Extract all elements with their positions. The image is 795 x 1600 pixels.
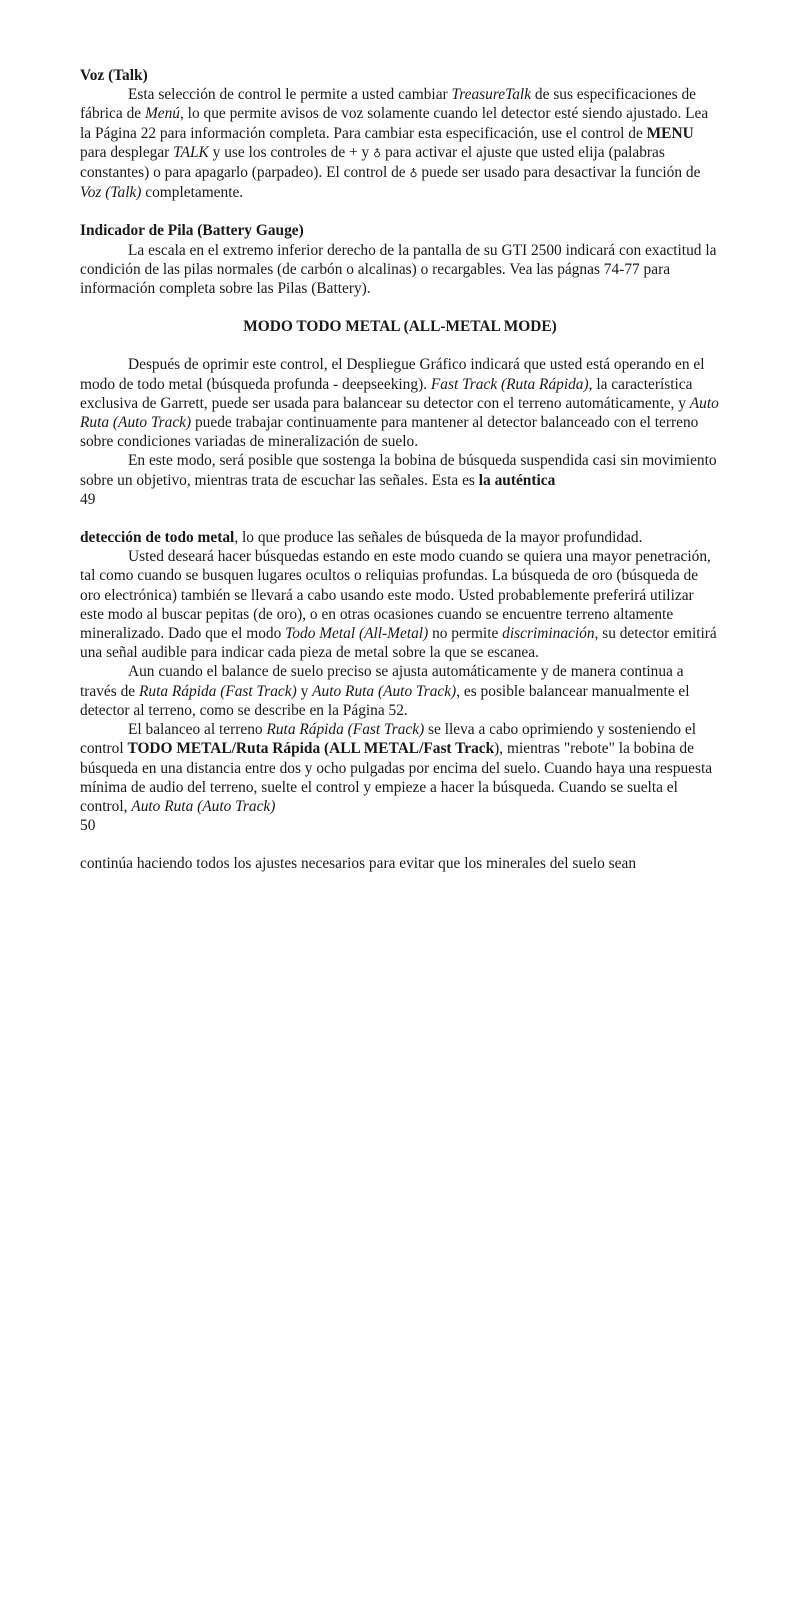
italic-text-run: Ruta Rápida (Fast Track) [138,682,297,700]
section-heading-voz: Voz (Talk) [80,67,148,84]
text-run: se lleva a cabo oprimiendo y sosteniendo el control [80,721,697,758]
paragraph-modo-6 [80,720,720,816]
paragraph-pila [80,241,720,299]
bold-text-run: MENU [646,124,694,142]
text-run: , lo que permite avisos de voz solamente cuando lel detector esté siendo ajustado. Lea la Página 22 para información completa. Para cambiar esta especificación, use el control de [80,105,709,142]
italic-text-run: Auto Ruta (Auto Track) [131,797,276,815]
italic-text-run: Auto Ruta (Auto Track) [80,394,719,432]
section-title-modo-todo-metal: MODO TODO METAL (ALL-METAL MODE) [243,318,557,336]
text-run: no permite [428,625,503,643]
text-run: En este modo, será posible que sostenga la bobina de búsqueda suspendida casi sin movimiento sobre un objetivo, mientras trata de escuchar las señales. Esta es [80,452,717,489]
italic-text-run: Auto Ruta (Auto Track) [312,682,457,700]
italic-text-run: Fast Track (Ruta Rápida) [430,375,589,393]
text-run: , es posible balancear manualmente el detector al terreno, como se describe en la Página 52. [80,682,690,719]
text-run: ), mientras "rebote" la bobina de búsqueda en una distancia entre dos y ocho pulgadas por encima del suelo. Cuando haya una respuesta mínima de audio del terreno, suelte el control y empieze a hacer la búsqueda. Cuando se suelta el control, [80,740,713,815]
bold-text-run: detección de todo metal [80,529,235,547]
paragraph-modo-7 [80,854,720,873]
italic-text-run: discriminación, [502,625,599,643]
paragraph-modo-5 [80,662,720,720]
italic-text-run: Ruta Rápida (Fast Track) [266,721,425,739]
text-run: Esta selección de control le permite a usted cambiar [128,86,452,104]
control-symbol-icon: ♁ [373,146,382,159]
text-run: su detector emitirá una señal audible para indicar cada pieza de metal sobre la que se escanea. [80,625,717,662]
bold-text-run: la auténtica [478,471,556,489]
italic-text-run: TALK [173,143,209,161]
italic-text-run: TreasureTalk [451,86,532,104]
text-run: y [296,682,313,700]
paragraph-voz [80,85,720,202]
text-run: El balanceo al terreno [128,721,267,739]
paragraph-modo-4 [80,547,720,662]
control-symbol-icon: ♁ [409,167,418,180]
italic-text-run: Menú [144,105,180,123]
section-heading-pila: Indicador de Pila (Battery Gauge) [80,222,304,240]
text-run: puede ser usado para desactivar la función de [417,164,701,182]
paragraph-modo-1 [80,355,720,451]
text-run: , la característica exclusiva de Garrett, puede ser usada para balancear su detector con el terreno automáticamente, y [80,375,693,412]
text-run: Después de oprimir este control, el Despliegue Gráfico indicará que usted está operando en el modo de todo metal (búsqueda profunda - deepseeking). [80,356,705,393]
text-run: continúa haciendo todos los ajustes necesarios para evitar que los minerales del suelo sean [80,855,637,873]
text-run: para desplegar [80,143,174,161]
text-run: Usted deseará hacer búsquedas estando en este modo cuando se quiera una mayor penetración, tal como cuando se busquen lugares ocultos o reliquias profundas. La búsqueda de oro (búsqueda de oro electrónica) también se llevará a cabo usando este modo. Usted probablemente preferirá utilizar este modo al buscar pepitas (de oro), o en otras ocasiones cuando se encuentre terreno altamente mineralizado. Dado que el modo [80,548,711,643]
italic-text-run: Voz (Talk) [80,184,142,202]
text-run: La escala en el extremo inferior derecho de la pantalla de su GTI 2500 indicará con exactitud la condición de las pilas normales (de carbón o alcalinas) o recargables. Vea las págnas 74-77 para información completa sobre las Pilas (Battery). [80,241,717,298]
text-run: puede trabajar continuamente para mantener al detector balanceado con el terreno sobre condiciones variadas de mineralización de suelo. [80,414,699,451]
text-run: para activar el ajuste que usted elija (palabras constantes) o para apagarlo (parpadeo). El control de [80,143,665,182]
bold-text-run: TODO METAL/Ruta Rápida (ALL METAL/Fast Track [127,740,495,758]
text-run: Aun cuando el balance de suelo preciso se ajusta automáticamente y de manera continua a través de [80,663,684,700]
page-number-49: 49 [80,490,96,508]
paragraph-modo-2 [80,451,720,489]
page-number-50: 50 [80,817,96,835]
text-run: de sus especificaciones de fábrica de [80,86,697,123]
text-run: completamente. [141,184,244,202]
text-run: y use los controles de + y [208,143,374,161]
paragraph-modo-3 [80,528,720,547]
italic-text-run: Todo Metal (All-Metal) [285,625,429,643]
document-page [80,66,720,874]
text-run: , lo que produce las señales de búsqueda de la mayor profundidad. [234,529,643,547]
